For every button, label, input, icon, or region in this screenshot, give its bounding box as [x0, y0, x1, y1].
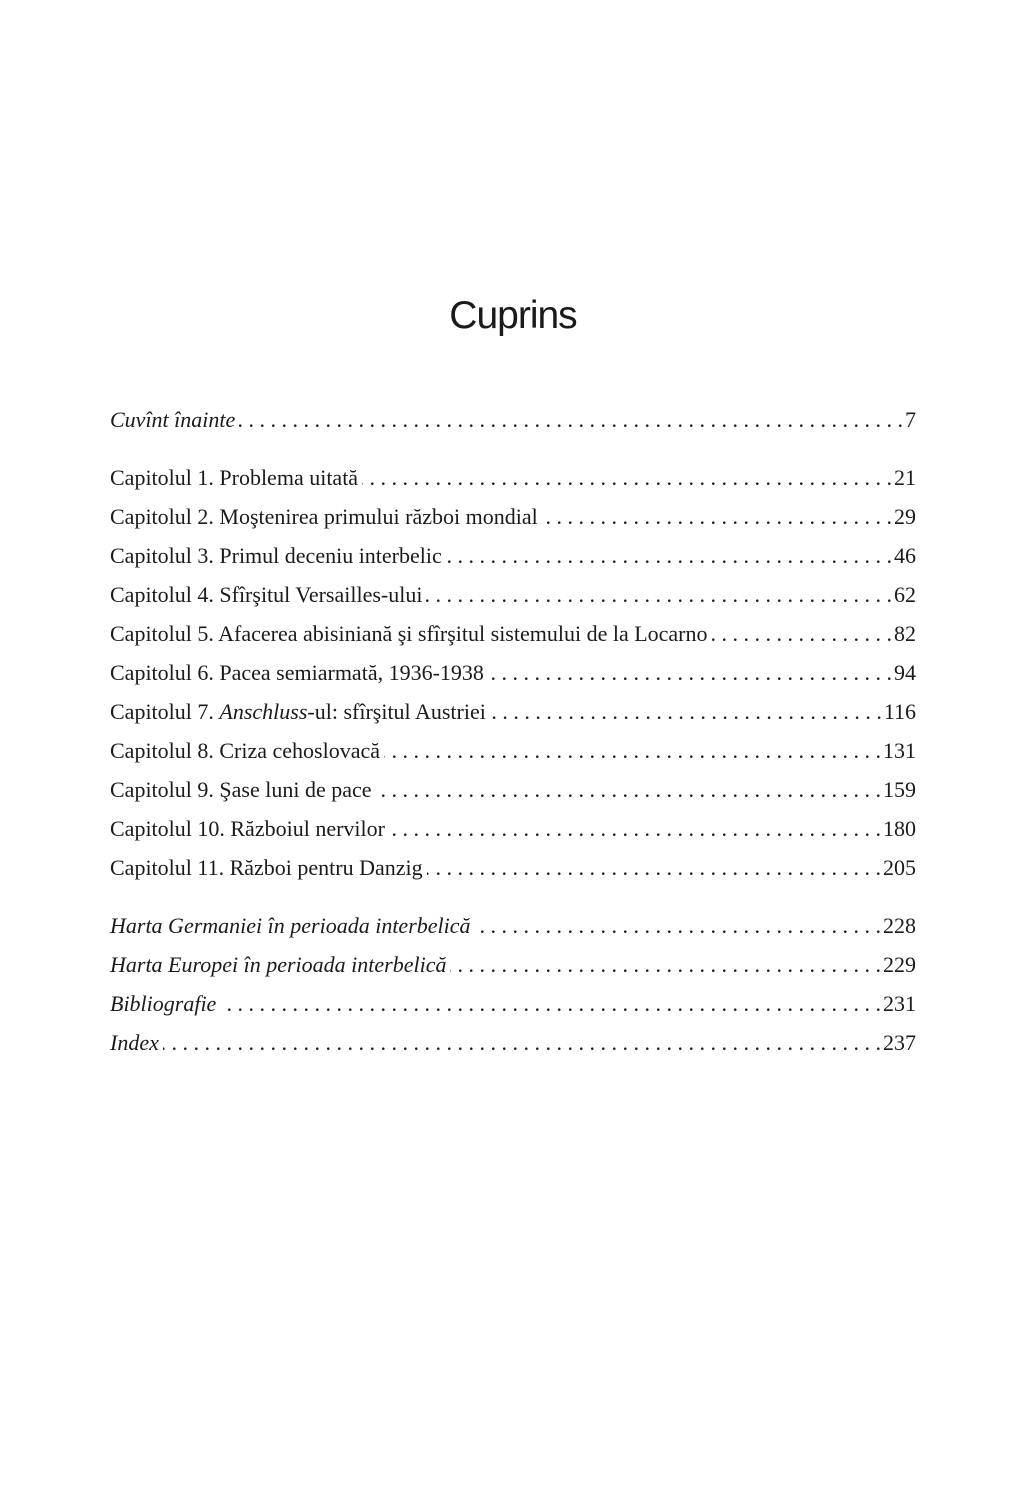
toc-entry-page: 131	[883, 738, 916, 763]
toc-entry-page: 205	[883, 855, 916, 880]
toc-entry-label: Bibliografie	[110, 991, 217, 1016]
toc-entry-cuvint-inainte	[110, 400, 916, 439]
toc-entry-harta-germaniei	[110, 906, 916, 945]
toc-entry-bibliografie	[110, 984, 916, 1023]
toc-entry-page: 46	[894, 543, 916, 568]
toc-entry-page: 237	[883, 1030, 916, 1055]
toc-entry-label: Capitolul 2. Moştenirea primului război mondial	[110, 504, 538, 529]
dot-leader	[427, 848, 881, 887]
toc-entry-page: 231	[883, 991, 916, 1016]
toc-entry-index	[110, 1023, 916, 1062]
section-spacer	[110, 439, 916, 458]
toc-entry-harta-europei	[110, 945, 916, 984]
dot-leader	[376, 770, 882, 809]
toc-entry-chapter-10	[110, 809, 916, 848]
dot-leader	[488, 653, 892, 692]
toc-entry-label: Cuvînt înainte	[110, 407, 236, 432]
toc-entry-label: Capitolul 8. Criza cehoslovacă	[110, 738, 381, 763]
dot-leader	[384, 731, 881, 770]
dot-leader	[712, 614, 892, 653]
toc-entry-label: Capitolul 6. Pacea semiarmată, 1936-1938	[110, 660, 484, 685]
page-title: Cuprins	[449, 294, 577, 337]
toc-entry-chapter-8	[110, 731, 916, 770]
toc-entry-label: Capitolul 9. Şase luni de pace	[110, 777, 372, 802]
toc-entry-label: Harta Europei în perioada interbelică	[110, 952, 447, 977]
toc-entry-label-suffix: -ul: sfîrşitul Austriei	[307, 699, 486, 724]
toc-entry-label: Capitolul 4. Sfîrşitul Versailles-ului	[110, 582, 423, 607]
dot-leader	[426, 575, 892, 614]
toc-list	[110, 400, 916, 1062]
toc-entry-label: Harta Germaniei în perioada interbelică	[110, 913, 471, 938]
toc-entry-page: 82	[894, 621, 916, 646]
toc-entry-page: 29	[894, 504, 916, 529]
toc-entry-page: 62	[894, 582, 916, 607]
dot-leader	[475, 906, 881, 945]
toc-entry-chapter-11	[110, 848, 916, 887]
section-spacer	[110, 887, 916, 906]
toc-entry-label: Capitolul 11. Război pentru Danzig	[110, 855, 423, 880]
toc-entry-chapter-1	[110, 458, 916, 497]
toc-entry-page: 116	[883, 699, 916, 724]
toc-entry-chapter-3	[110, 536, 916, 575]
dot-leader	[446, 536, 892, 575]
dot-leader	[239, 400, 903, 439]
toc-entry-page: 7	[905, 407, 916, 432]
toc-entry-page: 229	[883, 952, 916, 977]
toc-entry-label: Capitolul 1. Problema uitată	[110, 465, 359, 490]
toc-entry-page: 180	[883, 816, 916, 841]
toc-page	[110, 0, 916, 1062]
toc-entry-chapter-5	[110, 614, 916, 653]
dot-leader	[362, 458, 892, 497]
toc-entry-label	[110, 692, 486, 731]
toc-entry-page: 228	[883, 913, 916, 938]
toc-entry-label: Capitolul 10. Războiul nervilor	[110, 816, 385, 841]
toc-entry-label: Index	[110, 1030, 159, 1055]
toc-entry-chapter-6	[110, 653, 916, 692]
dot-leader	[163, 1023, 881, 1062]
toc-entry-label-prefix: Capitolul 7.	[110, 699, 220, 724]
toc-entry-page: 159	[883, 777, 916, 802]
dot-leader	[490, 692, 882, 731]
toc-entry-chapter-2	[110, 497, 916, 536]
toc-entry-chapter-9	[110, 770, 916, 809]
dot-leader	[220, 984, 881, 1023]
toc-entry-page: 21	[894, 465, 916, 490]
toc-entry-label-emphasis: Anschluss	[219, 699, 308, 724]
toc-entry-chapter-7	[110, 692, 916, 731]
toc-entry-label: Capitolul 3. Primul deceniu interbelic	[110, 543, 442, 568]
dot-leader	[542, 497, 892, 536]
toc-entry-chapter-4	[110, 575, 916, 614]
dot-leader	[389, 809, 881, 848]
toc-entry-page: 94	[894, 660, 916, 685]
toc-entry-label: Capitolul 5. Afacerea abisiniană şi sfîrşitul sistemului de la Locarno	[110, 621, 708, 646]
dot-leader	[450, 945, 881, 984]
